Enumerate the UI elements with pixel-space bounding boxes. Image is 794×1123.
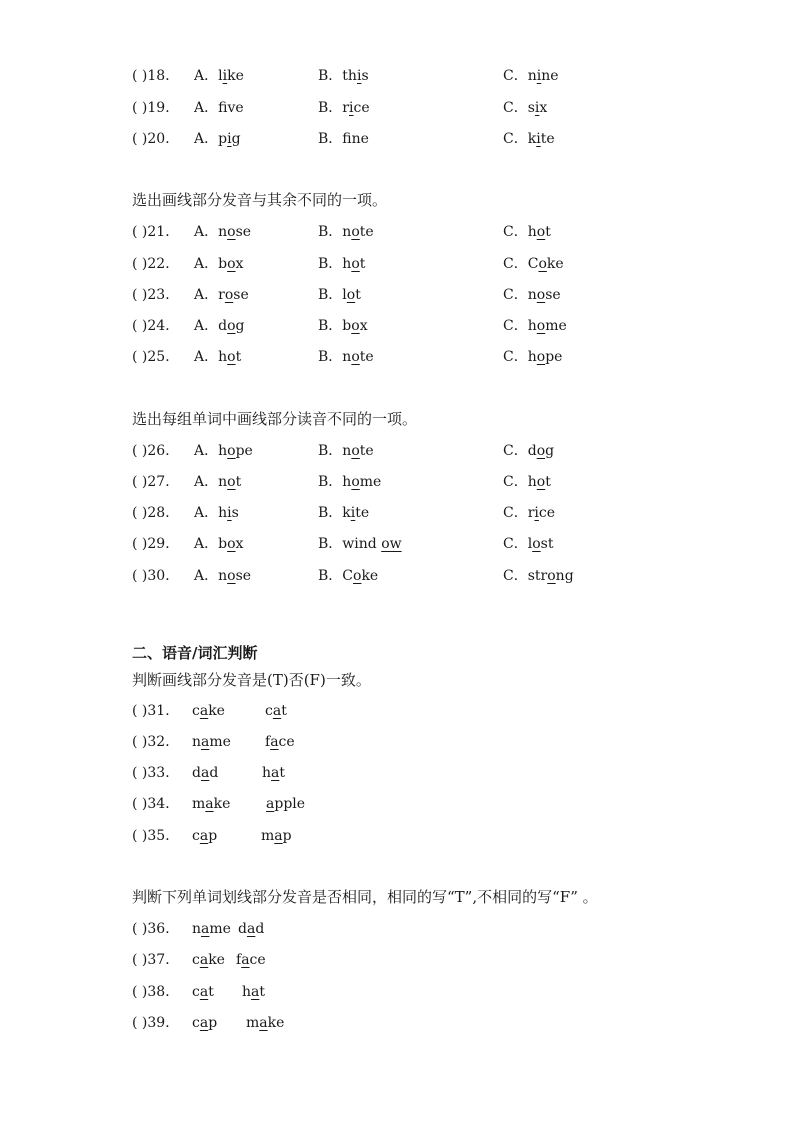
question-number: ( )26．	[132, 443, 180, 459]
question-number: ( )39．	[132, 1015, 180, 1031]
question-number: ( )34．	[132, 796, 180, 812]
word-b: dad	[238, 921, 265, 937]
word-a: cap	[192, 828, 218, 844]
option-b: B．home	[318, 474, 382, 490]
word-b: hat	[262, 765, 286, 781]
word-b: apple	[266, 796, 306, 812]
question-number: ( )38．	[132, 984, 180, 1000]
instruction-section2-part1: 判断画线部分发音是(T)否(F)一致。	[132, 671, 371, 689]
question-number: ( )33．	[132, 765, 180, 781]
option-b: B．Coke	[318, 568, 379, 584]
question-number: ( )23．	[132, 287, 180, 303]
word-a: name	[192, 734, 231, 750]
option-c: C．strong	[503, 568, 574, 584]
option-a: A．box	[194, 536, 244, 552]
option-c: C．hot	[503, 474, 551, 490]
question-number: ( )36．	[132, 921, 180, 937]
option-c: C．Coke	[503, 256, 564, 272]
option-c: C．hot	[503, 224, 551, 240]
option-c: C．hope	[503, 349, 563, 365]
word-b: make	[246, 1015, 285, 1031]
option-a: A．box	[194, 256, 244, 272]
option-a: A．nose	[194, 568, 252, 584]
question-number: ( )25．	[132, 349, 180, 365]
option-c: C．nine	[503, 68, 559, 84]
option-b: B．lot	[318, 287, 361, 303]
option-c: C．nose	[503, 287, 561, 303]
word-b: face	[265, 734, 295, 750]
word-a: name	[192, 921, 231, 937]
option-a: A．like	[194, 68, 244, 84]
question-number: ( )18．	[132, 68, 180, 84]
option-c: C．dog	[503, 443, 555, 459]
option-c: C．home	[503, 318, 567, 334]
question-number: ( )31．	[132, 703, 180, 719]
question-number: ( )19．	[132, 100, 180, 116]
word-b: map	[261, 828, 292, 844]
instruction-group-1: 选出画线部分发音与其余不同的一项。	[132, 191, 388, 209]
word-a: make	[192, 796, 231, 812]
option-b: B．kite	[318, 505, 370, 521]
option-c: C．lost	[503, 536, 554, 552]
option-a: A．pig	[194, 131, 241, 147]
option-b: B．this	[318, 68, 369, 84]
question-number: ( )20．	[132, 131, 180, 147]
instruction-section2-part2: 判断下列单词划线部分发音是否相同，相同的写“T”,不相同的写“F” 。	[132, 888, 598, 906]
option-a: A．dog	[194, 318, 245, 334]
question-number: ( )30．	[132, 568, 180, 584]
word-a: cap	[192, 1015, 218, 1031]
option-b: B．hot	[318, 256, 366, 272]
word-b: cat	[265, 703, 287, 719]
word-a: dad	[192, 765, 219, 781]
option-a: A．nose	[194, 224, 252, 240]
question-number: ( )32．	[132, 734, 180, 750]
option-a: A．rose	[194, 287, 249, 303]
question-number: ( )29．	[132, 536, 180, 552]
option-c: C．rice	[503, 505, 556, 521]
option-b: B．rice	[318, 100, 370, 116]
option-a: A．hot	[194, 349, 242, 365]
option-b: B．note	[318, 224, 374, 240]
word-a: cake	[192, 703, 225, 719]
option-c: C．kite	[503, 131, 555, 147]
question-number: ( )22．	[132, 256, 180, 272]
word-a: cake	[192, 952, 225, 968]
option-b: B．note	[318, 443, 374, 459]
section-title: 二、语音/词汇判断	[132, 644, 258, 662]
option-c: C．six	[503, 100, 548, 116]
option-b: B．fne	[318, 131, 369, 147]
question-number: ( )35．	[132, 828, 180, 844]
question-number: ( )24．	[132, 318, 180, 334]
instruction-group-2: 选出每组单词中画线部分读音不同的一项。	[132, 410, 418, 428]
question-number: ( )27．	[132, 474, 180, 490]
word-b: hat	[242, 984, 266, 1000]
option-a: A．his	[194, 505, 239, 521]
option-a: A．fve	[194, 100, 244, 116]
option-b: B．wind ow	[318, 536, 402, 552]
option-b: B．note	[318, 349, 374, 365]
word-a: cat	[192, 984, 214, 1000]
word-b: face	[236, 952, 266, 968]
option-a: A．hope	[194, 443, 253, 459]
question-number: ( )21．	[132, 224, 180, 240]
question-number: ( )37．	[132, 952, 180, 968]
option-b: B．box	[318, 318, 368, 334]
question-number: ( )28．	[132, 505, 180, 521]
option-a: A．not	[194, 474, 242, 490]
